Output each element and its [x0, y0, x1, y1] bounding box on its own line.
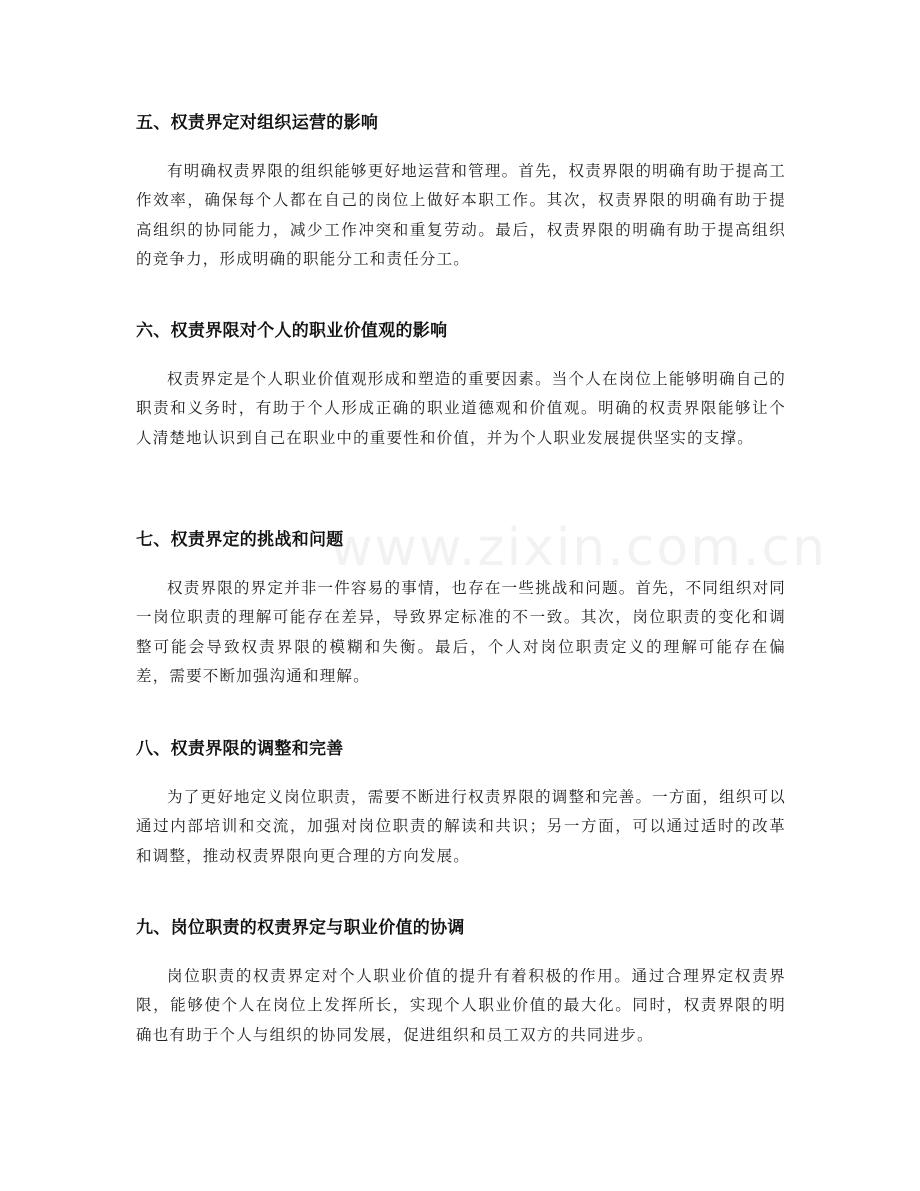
section-heading: 八、权责界限的调整和完善 — [136, 739, 344, 759]
watermark: www.zixin.com.cn — [330, 518, 827, 578]
section-8 — [136, 730, 786, 871]
section-heading: 六、权责界限对个人的职业价值观的影响 — [136, 321, 448, 341]
section-6 — [136, 312, 786, 453]
section-9 — [136, 909, 786, 1050]
section-paragraph: 权责界限的界定并非一件容易的事情，也存在一些挑战和问题。首先，不同组织对同一岗位职责的理解可能存在差异，导致界定标准的不一致。其次，岗位职责的变化和调整可能会导致权责界限的模糊和失衡。最后，个人对岗位职责定义的理解可能存在偏差，需要不断加强沟通和理解。 — [136, 579, 786, 685]
section-paragraph: 岗位职责的权责界定对个人职业价值的提升有着积极的作用。通过合理界定权责界限，能够使个人在岗位上发挥所长，实现个人职业价值的最大化。同时，权责界限的明确也有助于个人与组织的协同发展，促进组织和员工双方的共同进步。 — [136, 967, 786, 1044]
section-5 — [136, 104, 786, 274]
section-heading: 七、权责界定的挑战和问题 — [136, 530, 344, 550]
section-paragraph: 有明确权责界限的组织能够更好地运营和管理。首先，权责界限的明确有助于提高工作效率，确保每个人都在自己的岗位上做好本职工作。其次，权责界限的明确有助于提高组织的协同能力，减少工作冲突和重复劳动。最后，权责界限的明确有助于提高组织的竞争力，形成明确的职能分工和责任分工。 — [136, 162, 786, 268]
section-paragraph: 为了更好地定义岗位职责，需要不断进行权责界限的调整和完善。一方面，组织可以通过内部培训和交流，加强对岗位职责的解读和共识；另一方面，可以通过适时的改革和调整，推动权责界限向更合理的方向发展。 — [136, 788, 786, 865]
section-heading: 九、岗位职责的权责界定与职业价值的协调 — [136, 918, 465, 938]
section-7 — [136, 521, 786, 691]
section-heading: 五、权责界定对组织运营的影响 — [136, 113, 379, 133]
section-paragraph: 权责界定是个人职业价值观形成和塑造的重要因素。当个人在岗位上能够明确自己的职责和义务时，有助于个人形成正确的职业道德观和价值观。明确的权责界限能够让个人清楚地认识到自己在职业中的重要性和价值，并为个人职业发展提供坚实的支撑。 — [136, 370, 786, 447]
